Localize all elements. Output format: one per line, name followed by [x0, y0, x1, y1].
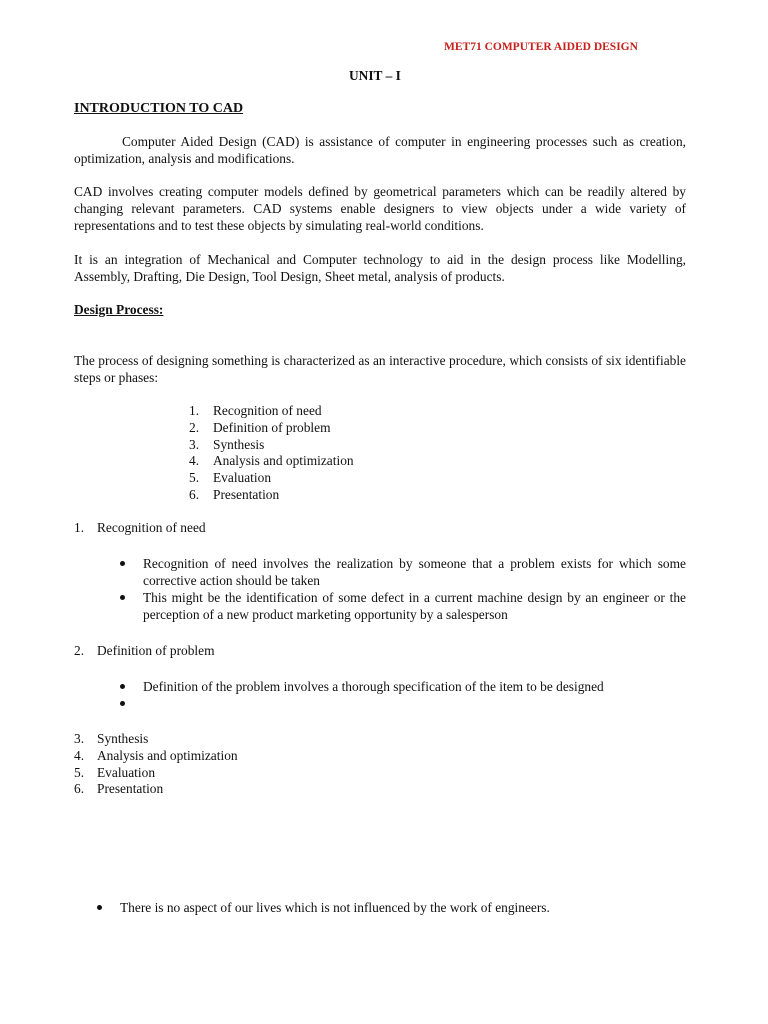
design-process-heading: Design Process:: [74, 302, 164, 317]
section-1-bullets: [143, 555, 686, 623]
course-title: MET71 COMPUTER AIDED DESIGN: [444, 41, 638, 53]
list-item: 5. Evaluation: [189, 470, 272, 486]
list-item: 4. Analysis and optimization: [74, 747, 238, 763]
intro-paragraph-2: CAD involves creating computer models defined by geometrical parameters which can be readily altered by changing relevant parameters. CAD systems enable designers to view objects under a wide variety of representations and to test these objects by simulating real-world conditions.: [74, 184, 686, 233]
remaining-sections-list: [74, 731, 238, 798]
list-item: 5. Evaluation: [74, 764, 156, 780]
section-2-bullets: [143, 678, 686, 712]
footer-bullets: [120, 899, 720, 916]
list-item: [143, 695, 686, 712]
section-2-title: 2. Definition of problem: [74, 643, 215, 658]
design-steps-list: [189, 403, 354, 504]
list-item: 1. Recognition of need: [189, 403, 322, 418]
unit-title: UNIT – I: [349, 68, 401, 83]
intro-heading: INTRODUCTION TO CAD: [74, 101, 244, 116]
list-item: 3. Synthesis: [189, 436, 265, 452]
bullet-icon: [120, 701, 125, 706]
list-item: 4. Analysis and optimization: [189, 453, 354, 469]
bullet-icon: [120, 561, 125, 566]
list-item: Recognition of need involves the realization by someone that a problem exists for which some corrective action should be taken: [143, 555, 686, 589]
bullet-icon: [120, 684, 125, 689]
list-item: This might be the identification of some defect in a current machine design by an engineer or the perception of a new product marketing opportunity by a salesperson: [143, 589, 686, 623]
list-item: 3. Synthesis: [74, 731, 149, 746]
design-process-intro: The process of designing something is characterized as an interactive procedure, which consists of six identifiable steps or phases:: [74, 353, 686, 385]
list-item: 6. Presentation: [74, 781, 164, 797]
list-item: There is no aspect of our lives which is not influenced by the work of engineers.: [120, 899, 720, 916]
list-item: Definition of the problem involves a thorough specification of the item to be designed: [143, 678, 686, 695]
list-item: 2. Definition of problem: [189, 419, 331, 435]
intro-paragraph-1: Computer Aided Design (CAD) is assistance of computer in engineering processes such as creation, optimization, analysis and modifications.: [74, 134, 686, 166]
bullet-icon: [120, 595, 125, 600]
intro-paragraph-3: It is an integration of Mechanical and Computer technology to aid in the design process like Modelling, Assembly, Drafting, Die Design, Tool Design, Sheet metal, analysis of products.: [74, 252, 686, 284]
list-item: 6. Presentation: [189, 486, 280, 502]
section-1-title: 1. Recognition of need: [74, 520, 206, 535]
bullet-icon: [97, 905, 102, 910]
